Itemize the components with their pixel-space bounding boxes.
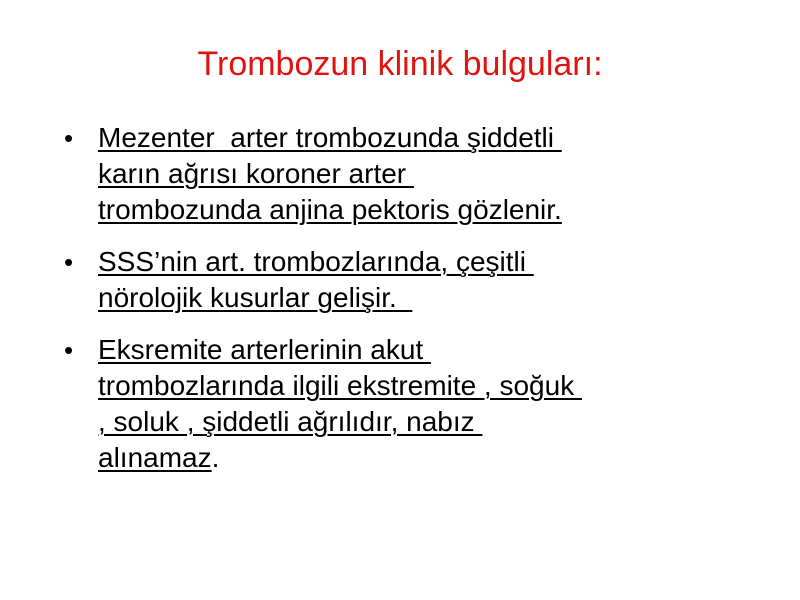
bullet-3-tail: . [211, 442, 220, 473]
bullet-dot-icon: • [64, 247, 74, 277]
bullet-1-line-1: Mezenter arter trombozunda şiddetli [98, 122, 562, 153]
bullet-2-line-1: SSS’nin art. trombozlarında, çeşitli [98, 246, 534, 277]
bullet-3-line-3: , soluk , şiddetli ağrılıdır, nabız [98, 406, 483, 437]
bullet-text-2 [98, 244, 534, 316]
bullet-dot-icon: • [64, 335, 74, 365]
bullet-3-line-1: Eksremite arterlerinin akut [98, 334, 432, 365]
bullet-list [64, 120, 744, 492]
bullet-3-line-4: alınamaz [98, 442, 212, 473]
bullet-item-1 [64, 120, 744, 228]
bullet-item-3 [64, 332, 744, 476]
bullet-1-line-3: trombozunda anjina pektoris gözlenir. [98, 194, 562, 225]
slide-title: Trombozun klinik bulguları: [197, 45, 603, 83]
bullet-text-1 [98, 120, 562, 228]
bullet-1-line-2: karın ağrısı koroner arter [98, 158, 414, 189]
bullet-text-3 [98, 332, 582, 476]
bullet-2-line-2: nörolojik kusurlar gelişir. [98, 282, 413, 313]
bullet-item-2 [64, 244, 744, 316]
bullet-3-line-2: trombozlarında ilgili ekstremite , soğuk [98, 370, 582, 401]
bullet-dot-icon: • [64, 123, 74, 153]
